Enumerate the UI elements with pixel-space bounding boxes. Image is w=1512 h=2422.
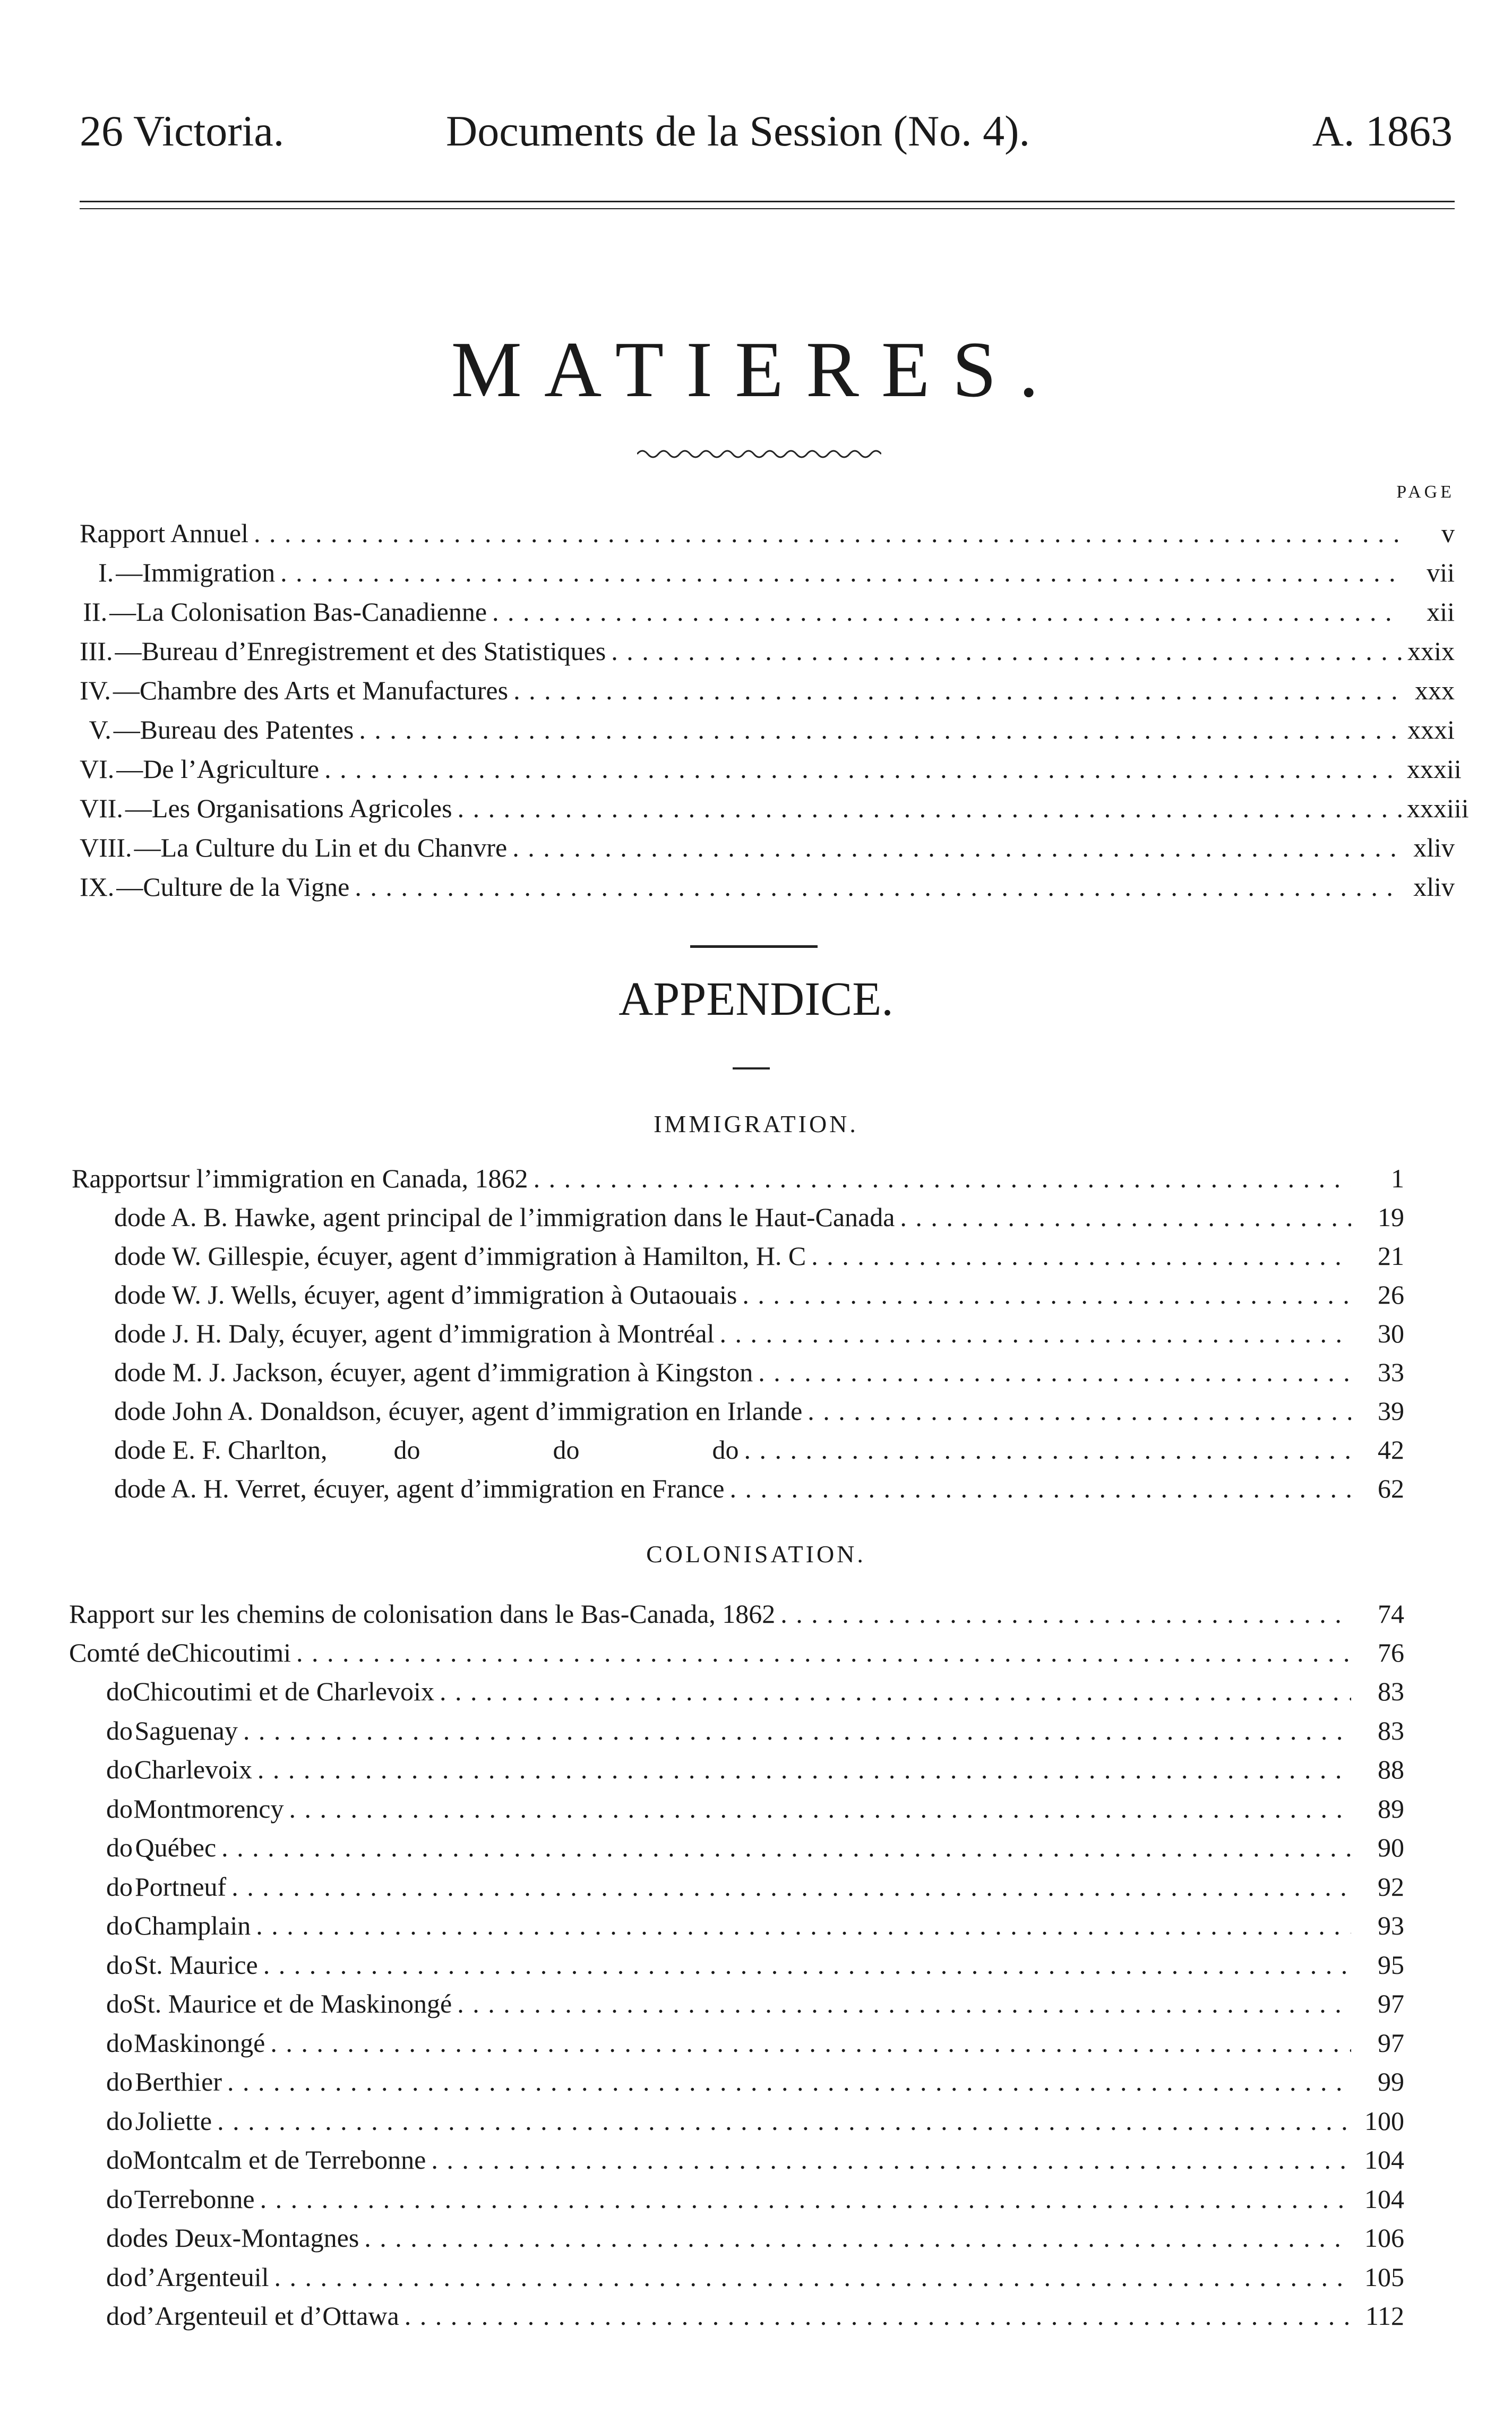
- leader-dots: [243, 1715, 1351, 1746]
- contents-row: [80, 636, 1455, 675]
- colonisation-label: do: [106, 2262, 133, 2292]
- contents-number: IX.: [80, 872, 115, 902]
- leader-dots: [296, 1637, 1351, 1668]
- contents-number: III.: [80, 636, 113, 666]
- immigration-row: [72, 1357, 1404, 1396]
- colonisation-county: Chicoutimi et de Charlevoix: [133, 1676, 434, 1706]
- leader-dots: [811, 1240, 1351, 1271]
- colonisation-label: do: [106, 2301, 133, 2331]
- colonisation-county: d’Argenteuil: [133, 2262, 269, 2292]
- leader-dots: [254, 518, 1402, 549]
- contents-page: v: [1441, 518, 1455, 548]
- contents-row: [80, 832, 1455, 871]
- colonisation-county: St. Maurice et de Maskinongé: [133, 1989, 452, 2018]
- leader-dots: [227, 2066, 1351, 2097]
- immigration-page: 30: [1378, 1319, 1404, 1348]
- leader-dots: [231, 1871, 1351, 1902]
- leader-dots: [458, 793, 1402, 824]
- leader-dots: [431, 2144, 1351, 2175]
- contents-number: I.: [98, 558, 114, 587]
- colonisation-label: do: [106, 2223, 133, 2253]
- colonisation-row: [69, 2027, 1404, 2067]
- colonisation-label: do: [106, 1871, 133, 1902]
- colonisation-page: 90: [1378, 1833, 1404, 1862]
- immigration-title: de John A. Donaldson, écuyer, agent d’immigration en Irlande: [141, 1396, 803, 1426]
- contents-number: IV.: [80, 675, 111, 705]
- immigration-row: [72, 1163, 1404, 1202]
- colonisation-label: do: [106, 1949, 133, 1980]
- colonisation-page: 89: [1378, 1793, 1404, 1824]
- immigration-label: do: [114, 1241, 141, 1271]
- contents-page: xliv: [1413, 872, 1455, 902]
- colonisation-county: Joliette: [135, 2106, 212, 2136]
- leader-dots: [289, 1793, 1352, 1824]
- contents-title: —Bureau des Patentes: [113, 715, 354, 744]
- colonisation-row: [69, 1988, 1404, 2027]
- colonisation-row: [69, 1754, 1404, 1793]
- colonisation-intro-row: [69, 1598, 1404, 1638]
- leader-dots: [324, 754, 1402, 784]
- colonisation-row: [69, 2106, 1404, 2145]
- colonisation-county: Montmorency: [133, 1793, 284, 1824]
- contents-page: xxxiii: [1407, 793, 1469, 823]
- immigration-label: Rapport: [72, 1163, 158, 1193]
- colonisation-page: 99: [1378, 2067, 1404, 2096]
- page-title: MATIERES.: [451, 326, 1061, 414]
- colonisation-row: [69, 2066, 1404, 2106]
- comte-page: 76: [1378, 1638, 1404, 1667]
- colonisation-page: 104: [1364, 2184, 1404, 2214]
- header-rule-top: [80, 201, 1455, 202]
- colonisation-intro-page: 74: [1378, 1599, 1404, 1629]
- contents-number: II.: [83, 597, 108, 627]
- immigration-title: de E. F. Charlton, do do do: [141, 1435, 739, 1465]
- colonisation-label: do: [106, 1911, 133, 1940]
- contents-row: [80, 714, 1455, 754]
- immigration-title: de M. J. Jackson, écuyer, agent d’immigration à Kingston: [141, 1357, 753, 1387]
- short-rule: [733, 1067, 770, 1069]
- contents-page: xxix: [1407, 636, 1455, 666]
- colonisation-page: 112: [1365, 2301, 1404, 2331]
- contents-row: [80, 557, 1455, 596]
- header-left: 26 Victoria.: [80, 107, 285, 155]
- immigration-page: 62: [1378, 1474, 1404, 1503]
- immigration-title: sur l’immigration en Canada, 1862: [157, 1163, 528, 1193]
- colonisation-label: do: [106, 2184, 133, 2214]
- leader-dots: [256, 1910, 1351, 1941]
- contents-title: —Culture de la Vigne: [116, 872, 350, 902]
- contents-title: —Immigration: [116, 558, 276, 587]
- immigration-page: 21: [1378, 1241, 1404, 1271]
- appendice-heading: APPENDICE.: [618, 973, 894, 1025]
- contents-title: —De l’Agriculture: [116, 754, 320, 784]
- header-rule-bottom: [80, 208, 1455, 209]
- leader-dots: [440, 1676, 1351, 1707]
- contents-number: V.: [89, 715, 111, 744]
- immigration-page: 19: [1378, 1202, 1404, 1232]
- leader-dots: [900, 1202, 1351, 1233]
- colonisation-label: do: [106, 1989, 133, 2018]
- leader-dots: [364, 2222, 1351, 2253]
- immigration-row: [72, 1202, 1404, 1241]
- contents-row: [80, 754, 1462, 793]
- colonisation-county: Berthier: [135, 2067, 222, 2096]
- colonisation-county: Montcalm et de Terrebonne: [133, 2145, 426, 2175]
- contents-title: —La Colonisation Bas-Canadienne: [109, 597, 487, 627]
- contents-title: —Bureau d’Enregistrement et des Statistiques: [115, 636, 606, 666]
- colonisation-county: St. Maurice: [134, 1949, 258, 1980]
- immigration-page: 1: [1391, 1163, 1404, 1193]
- colonisation-label: do: [106, 2067, 133, 2096]
- comte-label: Comté de: [69, 1638, 172, 1667]
- colonisation-page: 97: [1378, 1989, 1404, 2018]
- leader-dots: [260, 2184, 1351, 2214]
- leader-dots: [263, 1949, 1351, 1980]
- immigration-row: [72, 1396, 1404, 1435]
- header-center: Documents de la Session (No. 4).: [446, 107, 1030, 155]
- leader-dots: [359, 714, 1402, 745]
- colonisation-page: 83: [1378, 1715, 1404, 1745]
- colonisation-row: [69, 2300, 1404, 2340]
- leader-dots: [492, 596, 1402, 627]
- contents-page: vii: [1427, 558, 1455, 587]
- contents-row: [80, 871, 1455, 911]
- colonisation-page: 100: [1364, 2106, 1404, 2136]
- leader-dots: [611, 636, 1402, 666]
- leader-dots: [274, 2262, 1351, 2292]
- immigration-label: do: [114, 1474, 141, 1503]
- leader-dots: [513, 675, 1402, 706]
- colonisation-page: 97: [1378, 2027, 1404, 2058]
- immigration-row: [72, 1473, 1404, 1512]
- leader-dots: [405, 2300, 1351, 2331]
- leader-dots: [457, 1988, 1351, 2019]
- colonisation-page: 88: [1378, 1755, 1404, 1784]
- colonisation-label: do: [106, 2106, 133, 2136]
- colonisation-label: do: [106, 2027, 133, 2058]
- colonisation-county: Portneuf: [134, 1871, 227, 1902]
- colonisation-county: Champlain: [134, 1911, 251, 1940]
- contents-page: xxx: [1415, 675, 1455, 705]
- immigration-page: 26: [1378, 1280, 1404, 1310]
- page-column-label: PAGE: [1396, 482, 1455, 502]
- colonisation-row: [69, 2262, 1404, 2301]
- immigration-label: do: [114, 1435, 141, 1465]
- leader-dots: [780, 1598, 1351, 1629]
- immigration-label: do: [114, 1396, 141, 1426]
- colonisation-row: [69, 1715, 1404, 1755]
- immigration-row: [72, 1240, 1404, 1280]
- leader-dots: [355, 871, 1402, 902]
- leader-dots: [744, 1434, 1351, 1465]
- colonisation-label: do: [106, 2145, 133, 2175]
- contents-number: VII.: [80, 793, 123, 823]
- contents-page: xliv: [1413, 833, 1455, 862]
- contents-number: VI.: [80, 754, 115, 784]
- colonisation-row: [69, 1832, 1404, 1871]
- immigration-row: [72, 1318, 1404, 1357]
- immigration-page: 42: [1378, 1435, 1404, 1465]
- comte-row: [69, 1637, 1404, 1676]
- colonisation-page: 105: [1364, 2262, 1404, 2292]
- squiggle-ornament: [637, 446, 881, 462]
- leader-dots: [534, 1163, 1351, 1194]
- contents-page: xii: [1427, 597, 1455, 627]
- colonisation-label: do: [106, 1833, 133, 1862]
- immigration-label: do: [114, 1357, 141, 1387]
- immigration-row: [72, 1279, 1404, 1319]
- contents-title: Rapport Annuel: [80, 518, 249, 548]
- colonisation-page: 92: [1378, 1871, 1404, 1902]
- leader-dots: [512, 832, 1402, 863]
- leader-dots: [280, 557, 1402, 588]
- colonisation-label: do: [106, 1676, 133, 1706]
- section-divider: [690, 945, 818, 948]
- colonisation-label: do: [106, 1793, 133, 1824]
- colonisation-page: 104: [1364, 2145, 1404, 2175]
- contents-title: —La Culture du Lin et du Chanvre: [134, 833, 508, 862]
- contents-title: —Les Organisations Agricoles: [125, 793, 452, 823]
- colonisation-county: Charlevoix: [134, 1755, 252, 1784]
- contents-row: [80, 518, 1455, 557]
- colonisation-heading: COLONISATION.: [646, 1541, 866, 1568]
- contents-page: xxxii: [1407, 754, 1462, 784]
- colonisation-row: [69, 1676, 1404, 1715]
- immigration-label: do: [114, 1280, 141, 1310]
- comte-name: Chicoutimi: [171, 1638, 291, 1667]
- colonisation-county: des Deux-Montagnes: [133, 2223, 359, 2253]
- colonisation-label: do: [106, 1715, 133, 1745]
- colonisation-page: 106: [1364, 2223, 1404, 2253]
- contents-row: [80, 793, 1469, 832]
- contents-number: VIII.: [80, 833, 132, 862]
- colonisation-county: Saguenay: [134, 1715, 238, 1745]
- colonisation-row: [69, 2222, 1404, 2262]
- colonisation-row: [69, 1793, 1404, 1833]
- immigration-title: de J. H. Daly, écuyer, agent d’immigration à Montréal: [141, 1319, 715, 1348]
- colonisation-row: [69, 2144, 1404, 2184]
- immigration-title: de W. Gillespie, écuyer, agent d’immigration à Hamilton, H. C: [141, 1241, 806, 1271]
- immigration-page: 33: [1378, 1357, 1404, 1387]
- leader-dots: [257, 1754, 1351, 1785]
- contents-row: [80, 596, 1455, 636]
- leader-dots: [720, 1318, 1351, 1349]
- colonisation-row: [69, 1871, 1404, 1911]
- leader-dots: [758, 1357, 1351, 1388]
- colonisation-page: 83: [1378, 1676, 1404, 1706]
- leader-dots: [742, 1279, 1351, 1310]
- contents-row: [80, 675, 1455, 714]
- immigration-title: de W. J. Wells, écuyer, agent d’immigration à Outaouais: [141, 1280, 737, 1310]
- colonisation-label: do: [106, 1755, 133, 1784]
- immigration-page: 39: [1378, 1396, 1404, 1426]
- colonisation-row: [69, 2184, 1404, 2223]
- leader-dots: [270, 2027, 1351, 2058]
- colonisation-county: Québec: [135, 1833, 217, 1862]
- contents-title: —Chambre des Arts et Manufactures: [113, 675, 509, 705]
- immigration-label: do: [114, 1202, 141, 1232]
- colonisation-page: 95: [1378, 1949, 1404, 1980]
- colonisation-row: [69, 1910, 1404, 1949]
- colonisation-county: Terrebonne: [134, 2184, 255, 2214]
- immigration-title: de A. H. Verret, écuyer, agent d’immigration en France: [141, 1474, 725, 1503]
- leader-dots: [807, 1396, 1351, 1426]
- colonisation-row: [69, 1949, 1404, 1989]
- colonisation-page: 93: [1378, 1911, 1404, 1940]
- colonisation-intro: Rapport sur les chemins de colonisation dans le Bas-Canada, 1862: [69, 1599, 776, 1629]
- colonisation-county: d’Argenteuil et d’Ottawa: [133, 2301, 399, 2331]
- colonisation-county: Maskinongé: [134, 2027, 265, 2058]
- immigration-heading: IMMIGRATION.: [654, 1110, 858, 1137]
- header-right: A. 1863: [1312, 107, 1453, 155]
- leader-dots: [217, 2106, 1351, 2136]
- leader-dots: [221, 1832, 1351, 1863]
- immigration-row: [72, 1434, 1404, 1474]
- contents-page: xxxi: [1407, 715, 1455, 744]
- immigration-label: do: [114, 1319, 141, 1348]
- immigration-title: de A. B. Hawke, agent principal de l’immigration dans le Haut-Canada: [141, 1202, 895, 1232]
- leader-dots: [729, 1473, 1351, 1504]
